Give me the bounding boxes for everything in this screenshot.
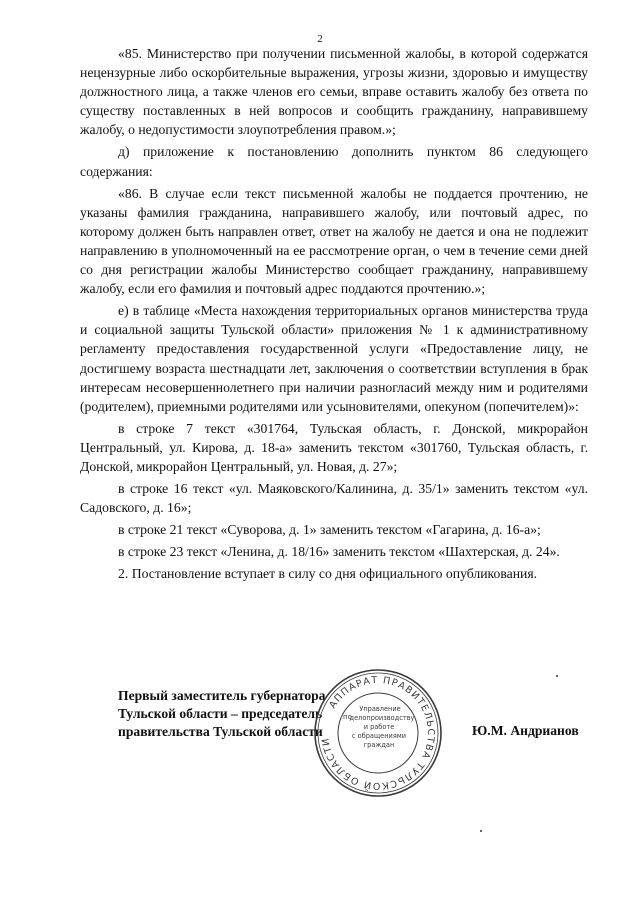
paragraph-row-7: в строке 7 текст «301764, Тульская область, г. Донской, микрорайон Центральный, ул. Кирова, д. 18-а» заменить текстом «301760, Тульская область, г. Донской, микрорайон Центральный, ул. Новая, д. 27»;	[80, 420, 588, 474]
seal-center-line-5: граждан	[363, 741, 395, 749]
scan-speck	[480, 830, 482, 832]
seal-center-line-4: с обращениями	[351, 732, 407, 740]
paragraph-e: е) в таблице «Места нахождения территориальных органов министерства труда и социальной защиты Тульской области» приложения № 1 к административному регламенту предоставления государственной услуги «Предоставление лицу, не достигшему возраста шестнадцати лет, заключения о соответствии вступления в брак интересам несовершеннолетнего при наличии разногласий между ним и родителями (родителем), приемными родителями или усыновителями, опекуном (попечителем)»:	[80, 303, 588, 414]
seal-graphic	[312, 667, 444, 799]
seal-ring-text: АППАРАТ ПРАВИТЕЛЬСТВА ТУЛЬСКОЙ ОБЛАСТИ	[320, 674, 437, 792]
seal-center-line-1: Управление	[359, 705, 401, 713]
signatory-title-line-1: Первый заместитель губернатора	[118, 688, 326, 703]
paragraph-row-16: в строке 16 текст «ул. Маяковского/Калинина, д. 35/1» заменить текстом «ул. Садовского, д. 16»;	[80, 481, 588, 516]
paragraph-effective-date: 2. Постановление вступает в силу со дня официального опубликования.	[118, 566, 538, 582]
scan-speck	[556, 675, 558, 677]
paragraph-row-23: в строке 23 текст «Ленина, д. 18/16» заменить текстом «Шахтерская, д. 24».	[118, 544, 560, 560]
signatory-name: Ю.М. Андрианов	[472, 723, 579, 738]
signatory-title-line-2: Тульской области – председатель	[118, 706, 323, 721]
paragraph-85: «85. Министерство при получении письменной жалобы, в которой содержатся нецензурные либо оскорбительные выражения, угрозы жизни, здоровью и имуществу должностного лица, а также членов его семьи, вправе оставить жалобу без ответа по существу поставленных в ней вопросов и сообщить гражданину, направившему жалобу, о недопустимости злоупотребления правом.»;	[80, 46, 588, 138]
paragraph-d: д) приложение к постановлению дополнить пунктом 86 следующего содержания:	[80, 144, 588, 179]
document-body	[80, 44, 588, 584]
page-number: 2	[317, 33, 323, 45]
signatory-title-line-3: правительства Тульской области	[118, 724, 323, 739]
seal-center-line-3: и работе	[363, 723, 395, 731]
seal-center-prefix: по	[343, 713, 352, 721]
seal-center-line-2: делопроизводству	[349, 714, 415, 722]
paragraph-row-21: в строке 21 текст «Суворова, д. 1» заменить текстом «Гагарина, д. 16-а»;	[118, 522, 541, 538]
paragraph-86: «86. В случае если текст письменной жалобы не поддается прочтению, не указаны фамилия гражданина, направившего жалобу, или почтовый адрес, по которому должен быть направлен ответ, ответ на жалобу не дается и она не подлежит направлению в уполномоченный на ее рассмотрение орган, о чем в течение семи дней со дня регистрации жалобы Министерство сообщает гражданину, направившему жалобу, если его фамилия и почтовый адрес поддаются прочтению.»;	[80, 185, 588, 297]
signatory-title	[118, 687, 325, 741]
official-seal-stamp	[312, 667, 444, 799]
